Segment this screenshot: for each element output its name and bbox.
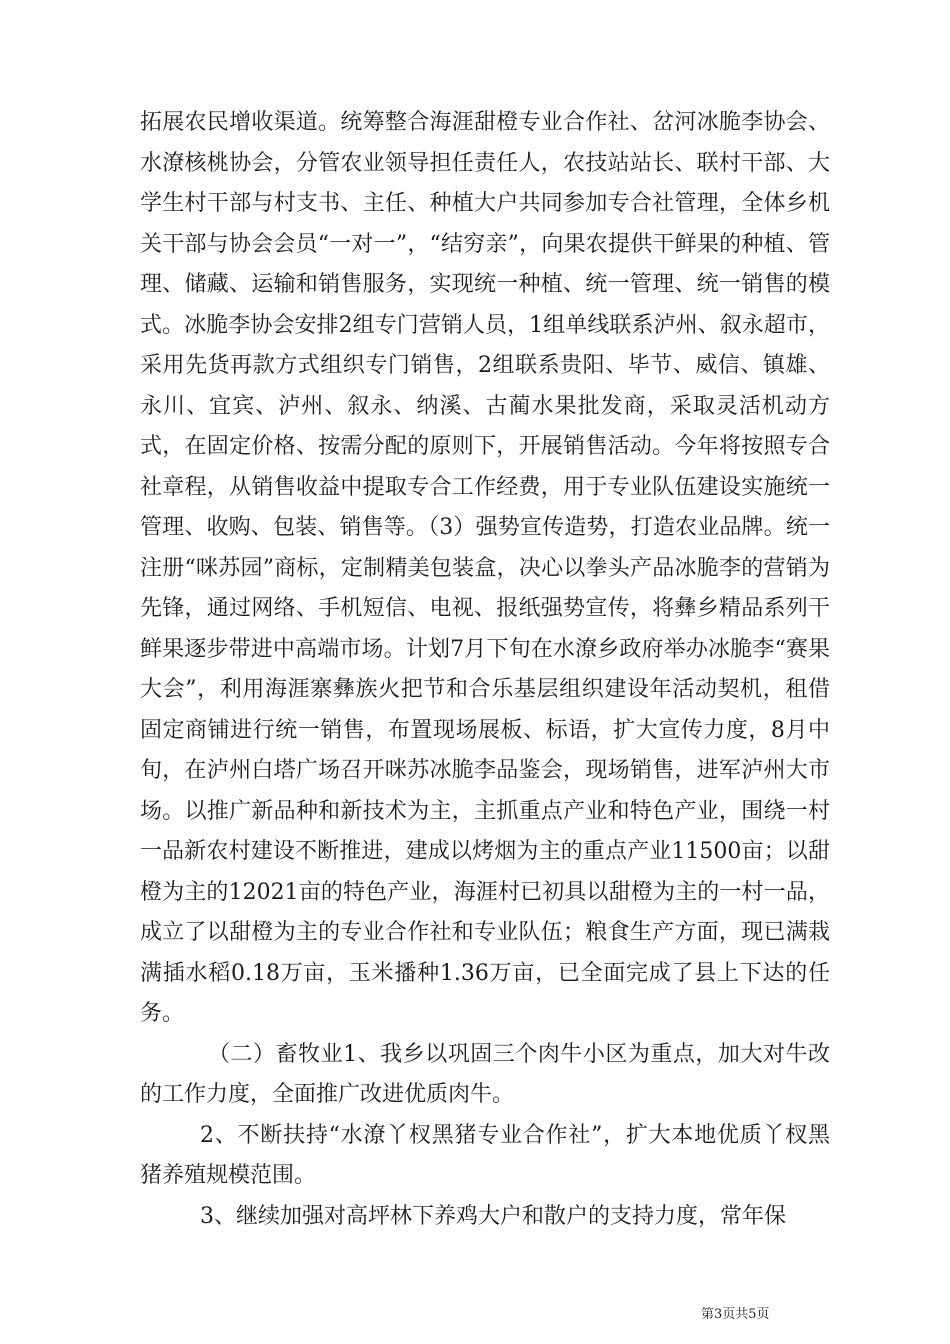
paragraph-agriculture-marketing: 拓展农民增收渠道。统筹整合海涯甜橙专业合作社、岔河冰脆李协会、水潦核桃协会，分管农业领导担任责任人，农技站站长、联村干部、大学生村干部与村支书、主任、种植大户共同参加专合社管理，全体乡机关干部与协会会员“一对一”，“结穷亲”，向果农提供干鲜果的种植、管理、储藏、运输和销售服务，实现统一种植、统一管理、统一销售的模式。冰脆李协会安排2组专门营销人员，1组单线联系泸州、叙永超市，采用先货再款方式组织专门销售，2组联系贵阳、毕节、威信、镇雄、永川、宜宾、泸州、叙永、纳溪、古蔺水果批发商，采取灵活机动方式，在固定价格、按需分配的原则下，开展销售活动。今年将按照专合社章程，从销售收益中提取专合工作经费，用于专业队伍建设实施统一管理、收购、包装、销售等。（3）强势宣传造势，打造农业品牌。统一注册“咪苏园”商标，定制精美包装盒，决心以拳头产品冰脆李的营销为先锋，通过网络、手机短信、电视、报纸强势宣传，将彝乡精品系列干鲜果逐步带进中高端市场。计划7月下旬在水潦乡政府举办冰脆李“赛果大会”，利用海涯寨彝族火把节和合乐基层组织建设年活动契机，租借固定商铺进行统一销售，布置现场展板、标语，扩大宣传力度，8月中旬，在泸州白塔广场召开咪苏冰脆李品鉴会，现场销售，进军泸州大市场。以推广新品种和新技术为主，主抓重点产业和特色产业，围绕一村一品新农村建设不断推进，建成以烤烟为主的重点产业11500亩；以甜橙为主的12021亩的特色产业，海涯村已初具以甜橙为主的一村一品，成立了以甜橙为主的专业合作社和专业队伍；粮食生产方面，现已满栽满插水稻0.18万亩，玉米播种1.36万亩，已全面完成了县上下达的任务。 xyxy=(140,110,830,1026)
page-number: 第3页共5页 xyxy=(701,1307,770,1322)
paragraph-livestock-pigs: 2、不断扶持“水潦丫杈黑猪专业合作社”，扩大本地优质丫杈黑猪养殖规模范围。 xyxy=(140,1122,830,1188)
paragraph-livestock-cattle: （二）畜牧业1、我乡以巩固三个肉牛小区为重点，加大对牛改的工作力度，全面推广改进优质肉牛。 xyxy=(140,1041,830,1107)
paragraph-livestock-chickens: 3、继续加强对高坪林下养鸡大户和散户的支持力度，常年保 xyxy=(200,1203,786,1229)
document-body xyxy=(140,103,830,1237)
